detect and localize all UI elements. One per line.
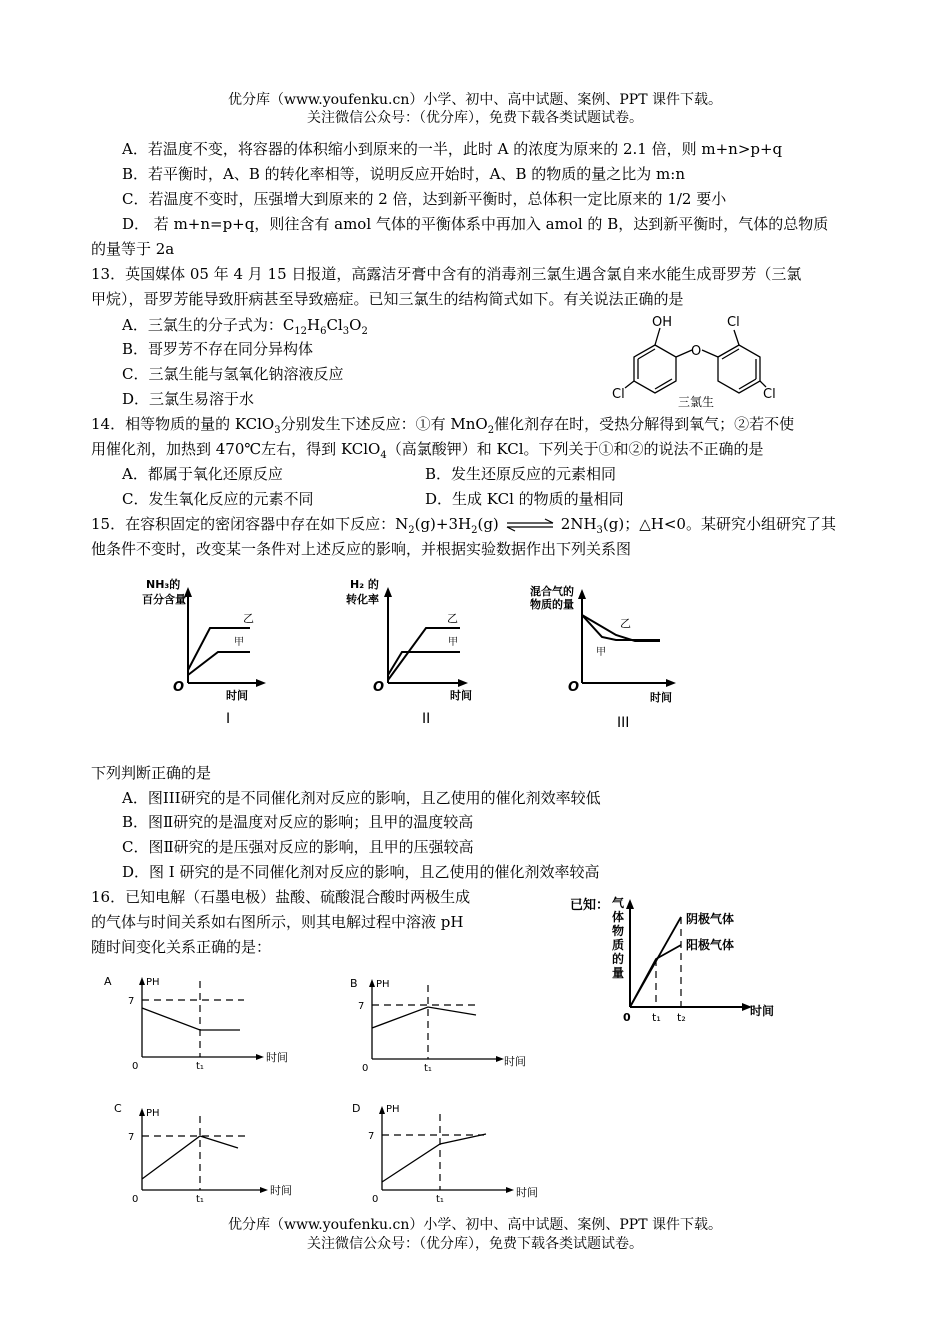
q15-option-c: C．图Ⅱ研究的是压强对反应的影响，且甲的压强较高	[122, 838, 474, 856]
graph2-curve-bottom: 甲	[448, 637, 458, 648]
graph-a-label: A	[104, 975, 112, 988]
q14-option-c: C．发生氧化反应的元素不同	[122, 490, 314, 508]
graph2-curve-top: 乙	[447, 612, 458, 625]
oh-label: OH	[652, 315, 673, 330]
graph-b-t: t₁	[424, 1063, 432, 1074]
equilibrium-arrow	[505, 519, 555, 531]
graph-c-label: C	[114, 1102, 122, 1115]
graph2-caption: II	[422, 711, 431, 727]
q12-option-b: B．若平衡时，A、B 的转化率相等，说明反应开始时，A、B 的物质的量之比为 m:n	[122, 165, 685, 183]
graph3-origin: O	[568, 680, 580, 695]
header-line-2: 关注微信公众号：（优分库），免费下载各类试题试卷。	[307, 110, 643, 126]
q15-graph-2	[340, 575, 480, 735]
graph1-caption: I	[226, 711, 231, 727]
graph-b-origin: 0	[362, 1063, 369, 1074]
cl-right-label: Cl	[763, 387, 776, 402]
q14-option-a: A．都属于氧化还原反应	[122, 465, 283, 483]
q13-option-d: D．三氯生易溶于水	[122, 390, 255, 408]
known-ylabel-1: 体	[612, 910, 625, 924]
known-origin: 0	[623, 1011, 631, 1024]
footer-line-1: 优分库（www.youfenku.cn）小学、初中、高中试题、案例、PPT 课件下载。	[227, 1217, 722, 1233]
ph-graph-a	[100, 975, 310, 1075]
graph-d-t: t₁	[436, 1194, 444, 1205]
graph3-curve-top: 乙	[620, 617, 631, 630]
graph-c-t: t₁	[196, 1194, 204, 1205]
ph-graph-b	[330, 975, 540, 1075]
q12-option-c: C．若温度不变时，压强增大到原来的 2 倍，达到新平衡时，总体积一定比原来的 1/2 要小	[122, 190, 727, 208]
graph3-curve-bottom: 甲	[596, 647, 606, 658]
graph2-origin: O	[373, 680, 385, 695]
graph-d-label: D	[352, 1102, 361, 1115]
graph1-curve-top: 乙	[243, 612, 254, 625]
graph1-curve-bottom: 甲	[234, 637, 244, 648]
graph-a-t: t₁	[196, 1061, 204, 1072]
q13-option-c: C．三氯生能与氢氧化钠溶液反应	[122, 365, 344, 383]
triclosan-structure	[600, 310, 800, 410]
known-cathode-label: 阴极气体	[686, 912, 735, 926]
graph2-xlabel: 时间	[450, 689, 472, 702]
q14-stem-2: 用催化剂，加热到 470℃左右，得到 KClO$_4$（高氯酸钾）和 KCl。下列关于①和②的说法不正确的是	[91, 440, 764, 461]
q15-option-b: B．图Ⅱ研究的是温度对反应的影响；且甲的温度较高	[122, 813, 474, 831]
graph-a-origin: 0	[132, 1061, 139, 1072]
q16-stem-3: 随时间变化关系正确的是：	[91, 938, 272, 956]
q13-stem-1: 13．英国媒体 05 年 4 月 15 日报道，高露洁牙膏中含有的消毒剂三氯生遇含氯自来水能生成哥罗芳（三氯	[91, 265, 802, 283]
q12-option-a: A．若温度不变，将容器的体积缩小到原来的一半，此时 A 的浓度为原来的 2.1 倍，则 m+n>p+q	[122, 140, 783, 158]
q14-option-d: D．生成 KCl 的物质的量相同	[425, 490, 624, 508]
q14-stem-1: 14．相等物质的量的 KClO$_3$分别发生下述反应：①有 MnO$_2$催化剂存在时，受热分解得到氧气；②若不使	[91, 415, 795, 436]
q15-option-a: A．图III研究的是不同催化剂对反应的影响，且乙使用的催化剂效率较低	[122, 789, 601, 807]
graph3-caption: III	[617, 715, 630, 731]
graph-c-seven: 7	[128, 1132, 135, 1143]
graph-d-seven: 7	[368, 1131, 375, 1142]
footer-line-2: 关注微信公众号：（优分库），免费下载各类试题试卷。	[307, 1236, 643, 1252]
q13-option-a: A．三氯生的分子式为：$C_{12}H_6Cl_3O_2$	[122, 316, 368, 337]
known-ylabel-0: 气	[612, 896, 625, 910]
known-ylabel-5: 量	[612, 966, 625, 980]
graph-c-origin: 0	[132, 1194, 139, 1205]
graph3-ylabel-1: 混合气的	[530, 585, 574, 598]
q12-option-d: D． 若 m+n=p+q，则往含有 amol 气体的平衡体系中再加入 amol 的 B，达到新平衡时，气体的总物质	[122, 215, 829, 233]
graph-d-xlabel: 时间	[516, 1186, 538, 1199]
known-anode-label: 阳极气体	[686, 938, 735, 952]
known-ylabel-2: 物	[612, 924, 625, 938]
header-line-1: 优分库（www.youfenku.cn）小学、初中、高中试题、案例、PPT 课件下载。	[227, 92, 722, 108]
graph-a-xlabel: 时间	[266, 1051, 288, 1064]
q15-stem-2: 他条件不变时，改变某一条件对上述反应的影响，并根据实验数据作出下列关系图	[91, 540, 632, 558]
ph-graph-c	[100, 1102, 310, 1205]
cl-top-label: Cl	[727, 315, 740, 330]
graph1-ylabel-2: 百分含量	[142, 593, 186, 606]
graph1-ylabel-1: NH₃的	[146, 578, 181, 591]
known-ylabel-3: 质	[612, 938, 625, 952]
graph-a-ylabel: PH	[146, 977, 160, 988]
graph-b-label: B	[350, 977, 358, 990]
known-ylabel-4: 的	[612, 952, 625, 966]
graph-c-xlabel: 时间	[270, 1184, 292, 1197]
structure-caption: 三氯生	[678, 395, 715, 409]
graph1-origin: O	[173, 680, 185, 695]
q15-judge: 下列判断正确的是	[91, 764, 212, 782]
known-xlabel: 时间	[750, 1004, 775, 1018]
graph-b-xlabel: 时间	[504, 1055, 526, 1068]
graph-b-seven: 7	[358, 1001, 365, 1012]
q15-graph-3	[530, 575, 690, 735]
q16-known-graph	[568, 895, 788, 1025]
graph2-ylabel-1: H₂ 的	[350, 578, 379, 591]
graph3-ylabel-2: 物质的量	[530, 598, 574, 611]
q13-option-b: B．哥罗芳不存在同分异构体	[122, 340, 314, 358]
q15-graph-1	[140, 575, 280, 735]
q16-stem-1: 16．已知电解（石墨电极）盐酸、硫酸混合酸时两极生成	[91, 888, 471, 906]
known-t1: t₁	[652, 1011, 661, 1024]
q14-option-b: B．发生还原反应的元素相同	[425, 465, 617, 483]
known-prefix: 已知：	[570, 898, 610, 913]
cl-left-label: Cl	[612, 387, 625, 402]
graph-b-ylabel: PH	[376, 979, 390, 990]
q13-stem-2: 甲烷），哥罗芳能导致肝病甚至导致癌症。已知三氯生的结构简式如下。有关说法正确的是	[91, 290, 684, 308]
graph2-ylabel-2: 转化率	[346, 593, 379, 606]
graph-c-ylabel: PH	[146, 1108, 160, 1119]
o-label: O	[691, 344, 702, 359]
graph1-xlabel: 时间	[226, 689, 248, 702]
ph-graph-d	[340, 1102, 550, 1205]
q16-stem-2: 的气体与时间关系如右图所示，则其电解过程中溶液 pH	[91, 913, 464, 931]
q12-option-d-cont: 的量等于 2a	[91, 240, 175, 258]
graph-d-origin: 0	[372, 1194, 379, 1205]
graph-a-seven: 7	[128, 996, 135, 1007]
known-t2: t₂	[677, 1011, 686, 1024]
q15-stem-1: 15．在容积固定的密闭容器中存在如下反应：$N_2(g)+3H_2(g)$ $2NH_3(g)$；△H<0。某研究小组研究了其	[91, 515, 836, 536]
graph3-xlabel: 时间	[650, 691, 672, 704]
graph-d-ylabel: PH	[386, 1104, 400, 1115]
q15-option-d: D．图 I 研究的是不同催化剂对反应的影响，且乙使用的催化剂效率较高	[122, 863, 600, 881]
